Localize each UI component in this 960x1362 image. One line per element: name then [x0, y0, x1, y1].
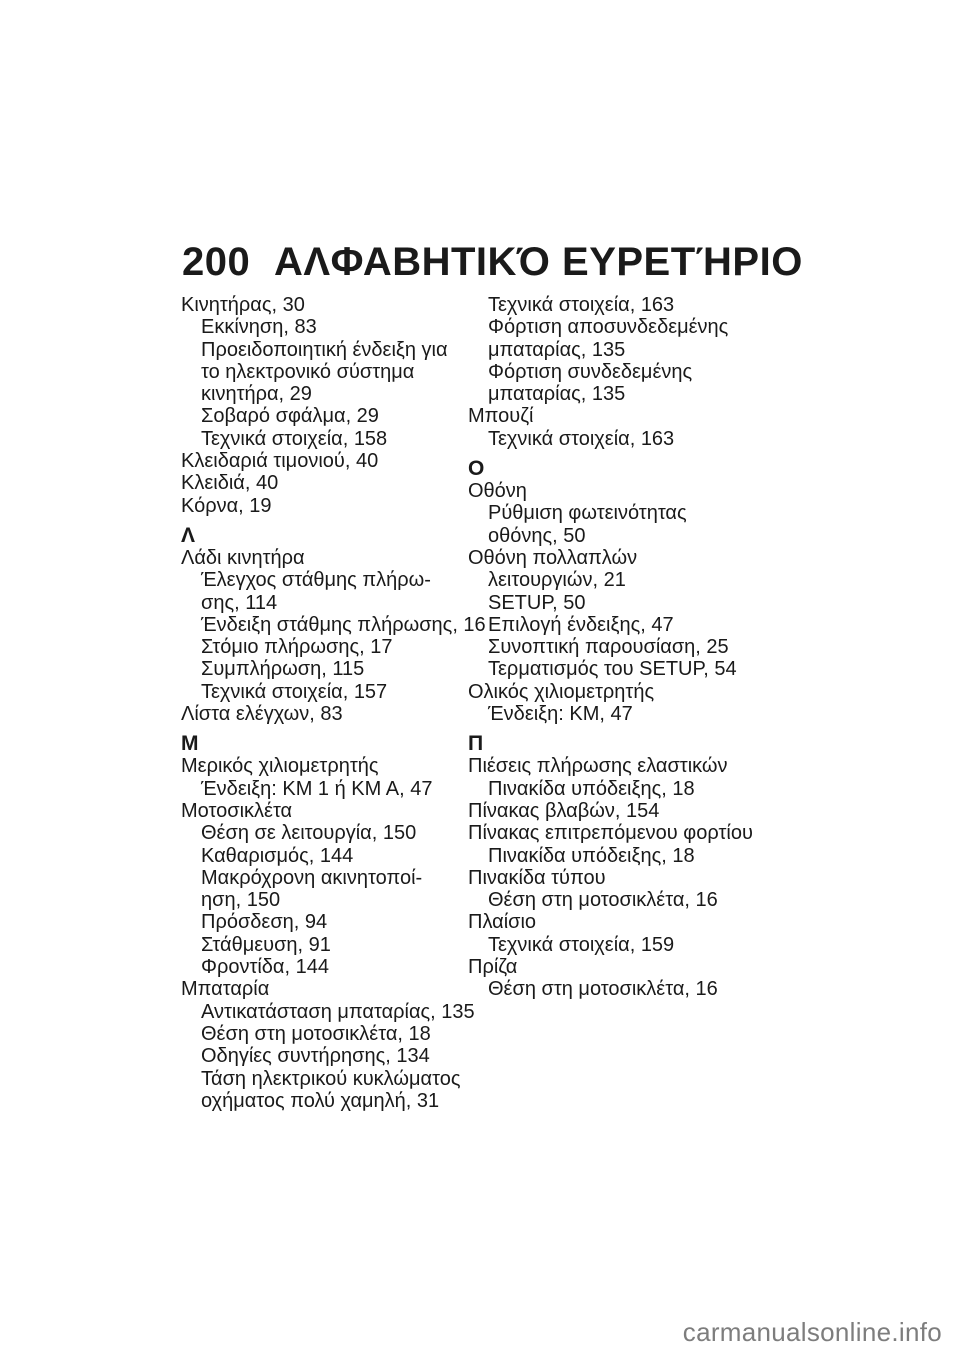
index-subentry: Πινακίδα υπόδειξης, 18	[488, 844, 695, 867]
page-number: 200	[182, 240, 251, 284]
index-subentry: Τεχνικά στοιχεία, 157	[201, 680, 388, 703]
section-letter: Ο	[468, 457, 485, 481]
index-subentry: Τεχνικά στοιχεία, 159	[488, 933, 675, 956]
index-subentry: Ένδειξη: KM, 47	[488, 703, 633, 726]
index-subentry: Ρύθμιση φωτεινότητας	[488, 502, 687, 525]
index-subentry: Θέση σε λειτουργία, 150	[201, 822, 417, 845]
index-entry: Πιέσεις πλήρωσης ελαστικών	[468, 755, 728, 778]
index-subentry: κινητήρα, 29	[201, 383, 312, 406]
index-subentry: Καθαρισμός, 144	[201, 844, 354, 867]
index-subentry: Οδηγίες συντήρησης, 134	[201, 1045, 430, 1068]
index-subentry: το ηλεκτρονικό σύστημα	[201, 360, 415, 383]
index-subentry: Σοβαρό σφάλμα, 29	[201, 405, 379, 428]
index-entry: Μπουζί	[468, 405, 534, 428]
index-entry: Ολικός χιλιομετρητής	[468, 680, 655, 703]
index-subentry: Τεχνικά στοιχεία, 163	[488, 427, 675, 450]
index-subentry: Στόμιο πλήρωσης, 17	[201, 636, 393, 659]
index-subentry: Έλεγχος στάθμης πλήρω-	[201, 569, 431, 592]
index-subentry: Τεχνικά στοιχεία, 158	[201, 427, 388, 450]
index-entry: Μπαταρία	[181, 978, 270, 1001]
watermark-text: carmanualsonline.info	[682, 1317, 942, 1347]
index-subentry: Θέση στη μοτοσικλέτα, 16	[488, 889, 718, 912]
index-subentry: Μακρόχρονη ακινητοποί-	[201, 866, 423, 889]
index-subentry: οθόνης, 50	[488, 524, 586, 547]
index-entry: Κλειδιά, 40	[181, 472, 279, 495]
index-entry: Πίνακας βλαβών, 154	[468, 799, 660, 822]
index-subentry: Συνοπτική παρουσίαση, 25	[488, 636, 729, 659]
index-subentry: μπαταρίας, 135	[488, 338, 626, 361]
index-subentry: Τεχνικά στοιχεία, 163	[488, 294, 675, 316]
index-subentry: Φόρτιση αποσυνδεδεμένης	[488, 316, 729, 339]
index-subentry: Πινακίδα υπόδειξης, 18	[488, 777, 695, 800]
index-entry: Πινακίδα τύπου	[468, 866, 606, 889]
index-entry: Μοτοσικλέτα	[181, 799, 293, 822]
index-entry: Κόρνα, 19	[181, 494, 272, 517]
index-subentry: ηση, 150	[201, 889, 281, 912]
index-subentry: μπαταρίας, 135	[488, 383, 626, 406]
index-entry: Κλειδαριά τιμονιού, 40	[181, 450, 379, 473]
index-entry: Λάδι κινητήρα	[181, 546, 305, 569]
index-entry: Κινητήρας, 30	[181, 294, 305, 316]
index-entry: Οθόνη πολλαπλών	[468, 546, 638, 569]
index-entry: Πίνακας επιτρεπόμενου φορτίου	[468, 822, 753, 845]
section-letter: Π	[468, 732, 484, 756]
index-subentry: Επιλογή ένδειξης, 47	[488, 613, 674, 636]
index-subentry: Θέση στη μοτοσικλέτα, 16	[488, 978, 718, 1001]
index-entry: Μερικός χιλιομετρητής	[181, 755, 379, 778]
index-entry: Λίστα ελέγχων, 83	[181, 703, 343, 726]
section-letter: Λ	[181, 523, 196, 547]
page-title: ΑΛΦΑΒΗΤΙΚΌ ΕΥΡΕΤΉΡΙΟ	[274, 240, 803, 284]
index-entry: Πλαίσιο	[468, 911, 537, 934]
index-subentry: Φροντίδα, 144	[201, 956, 329, 979]
index-subentry: σης, 114	[201, 591, 278, 614]
index-entry: Οθόνη	[468, 480, 527, 503]
index-entry: Πρίζα	[468, 956, 518, 979]
index-subentry: Ένδειξη: KM 1 ή KM A, 47	[201, 777, 433, 800]
index-subentry: Τερματισμός του SETUP, 54	[488, 658, 737, 681]
index-column-right	[468, 294, 753, 1001]
index-column-left	[181, 294, 486, 1112]
index-subentry: Αντικατάσταση μπαταρίας, 135	[201, 1000, 475, 1023]
index-subentry: SETUP, 50	[488, 591, 586, 614]
index-subentry: Εκκίνηση, 83	[201, 316, 317, 339]
index-subentry: Συμπλήρωση, 115	[201, 658, 365, 681]
index-subentry: Θέση στη μοτοσικλέτα, 18	[201, 1022, 431, 1045]
index-subentry: λειτουργιών, 21	[488, 569, 626, 592]
index-subentry: Στάθμευση, 91	[201, 933, 331, 956]
index-subentry: Προειδοποιητική ένδειξη για	[201, 338, 448, 361]
index-subentry: οχήματος πολύ χαμηλή, 31	[201, 1089, 440, 1112]
index-subentry: Ένδειξη στάθμης πλήρωσης, 16	[201, 613, 486, 636]
index-subentry: Πρόσδεση, 94	[201, 911, 328, 934]
index-subentry: Τάση ηλεκτρικού κυκλώματος	[201, 1067, 461, 1090]
index-subentry: Φόρτιση συνδεδεμένης	[488, 360, 693, 383]
section-letter: Μ	[181, 732, 199, 756]
